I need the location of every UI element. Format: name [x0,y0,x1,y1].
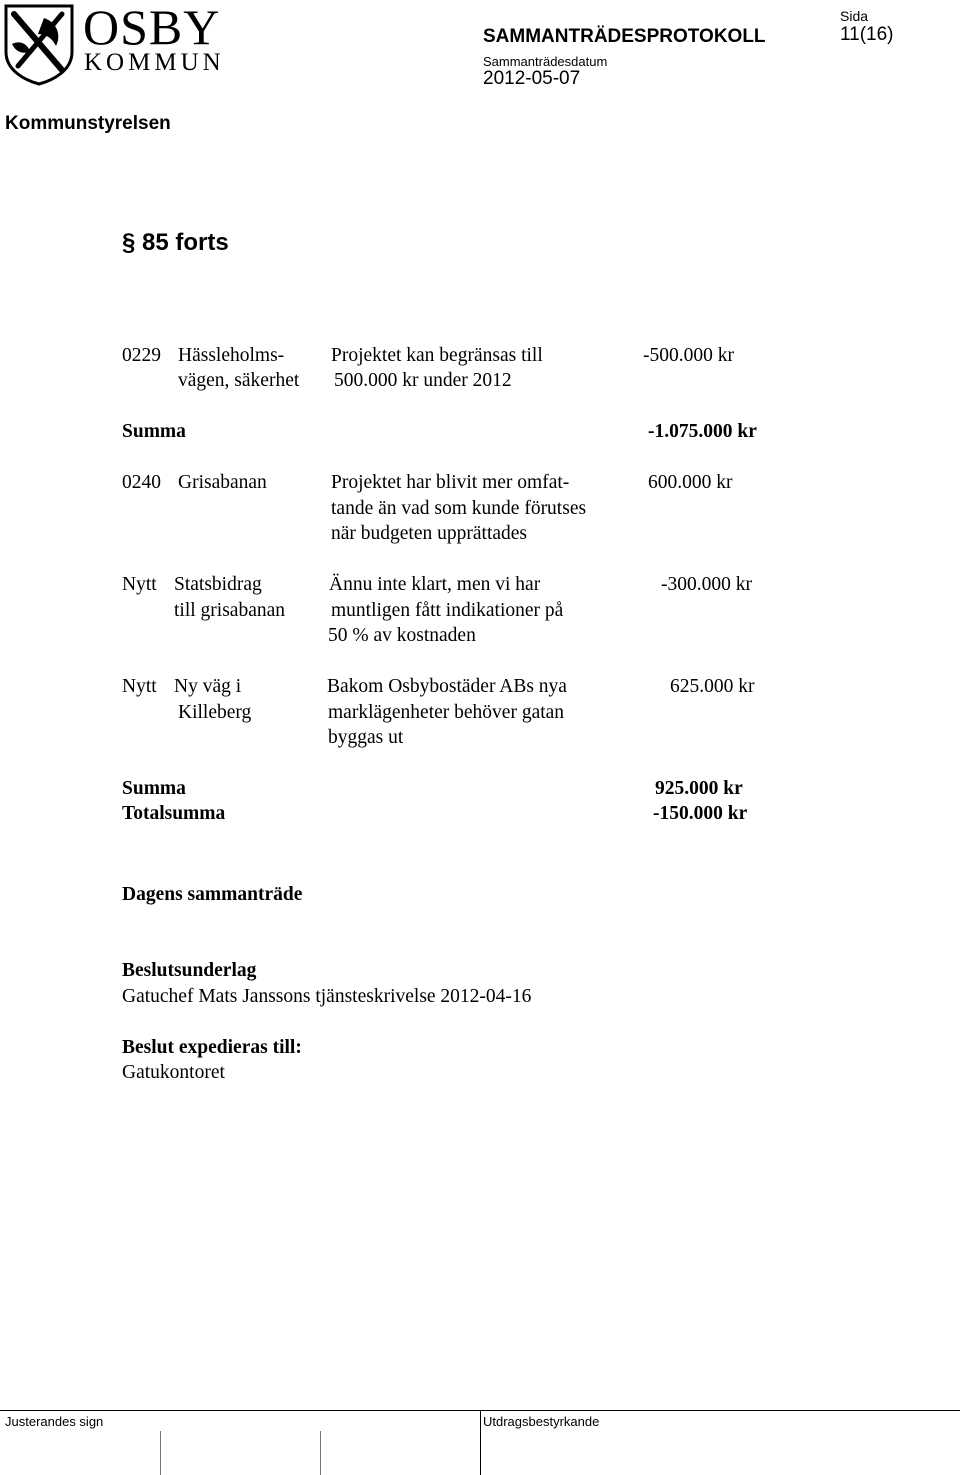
signature-divider [160,1431,161,1475]
expedieras-text: Gatukontoret [122,1062,225,1083]
summa-label: Summa [122,778,186,799]
row-desc-line3: byggas ut [328,727,404,748]
dagens-heading: Dagens sammanträde [122,884,303,905]
beslutsunderlag-text: Gatuchef Mats Janssons tjänsteskrivelse 2012-04-16 [122,986,532,1007]
row-amount: 625.000 kr [670,676,755,697]
beslutsunderlag-heading: Beslutsunderlag [122,960,257,981]
total-amount: -150.000 kr [653,803,748,824]
row-name-line1: Statsbidrag [174,574,262,595]
signature-footer [0,1410,960,1475]
row-code: Nytt [122,676,157,697]
coat-of-arms-icon [4,4,74,86]
total-label: Totalsumma [122,803,226,824]
summa-amount: -1.075.000 kr [648,421,757,442]
logo-subtitle: KOMMUN [84,49,225,76]
row-desc-line3: 50 % av kostnaden [328,625,476,646]
row-desc-line2: muntligen fått indikationer på [331,600,564,621]
signature-divider [320,1431,321,1475]
date-label: Sammanträdesdatum [483,54,608,69]
expedieras-heading: Beslut expedieras till: [122,1037,302,1058]
row-desc-line3: när budgeten upprättades [331,523,528,544]
row-code: 0240 [122,472,161,493]
row-desc-line1: Ännu inte klart, men vi har [329,574,541,595]
row-code: 0229 [122,345,161,366]
row-name-line2: vägen, säkerhet [178,370,300,391]
row-desc-line1: Projektet har blivit mer omfat- [331,472,570,493]
date-value: 2012-05-07 [483,68,581,89]
row-amount: 600.000 kr [648,472,733,493]
row-name-line1: Hässleholms- [178,345,285,366]
justerandes-sign-label: Justerandes sign [5,1414,104,1429]
row-name-line1: Ny väg i [174,676,242,697]
utdragsbestyrkande-label: Utdragsbestyrkande [483,1414,600,1429]
organization-name: Kommunstyrelsen [5,113,171,134]
row-name-line1: Grisabanan [178,472,267,493]
row-desc-line1: Projektet kan begränsas till [331,345,543,366]
row-name-line2: till grisabanan [174,600,286,621]
row-code: Nytt [122,574,157,595]
row-name-line2: Killeberg [178,702,252,723]
row-amount: -300.000 kr [661,574,752,595]
row-desc-line1: Bakom Osbybostäder ABs nya [327,676,567,697]
document-title: SAMMANTRÄDESPROTOKOLL [483,26,766,47]
row-desc-line2: 500.000 kr under 2012 [334,370,512,391]
summa-label: Summa [122,421,186,442]
summa-amount: 925.000 kr [655,778,743,799]
row-desc-line2: tande än vad som kunde förutses [331,498,587,519]
section-title: § 85 forts [122,229,229,256]
signature-divider [480,1411,481,1475]
row-amount: -500.000 kr [643,345,734,366]
logo-wordmark: OSBY [83,0,221,55]
page-number: 11(16) [840,24,894,45]
row-desc-line2: marklägenheter behöver gatan [328,702,565,723]
page-label: Sida [840,8,869,24]
